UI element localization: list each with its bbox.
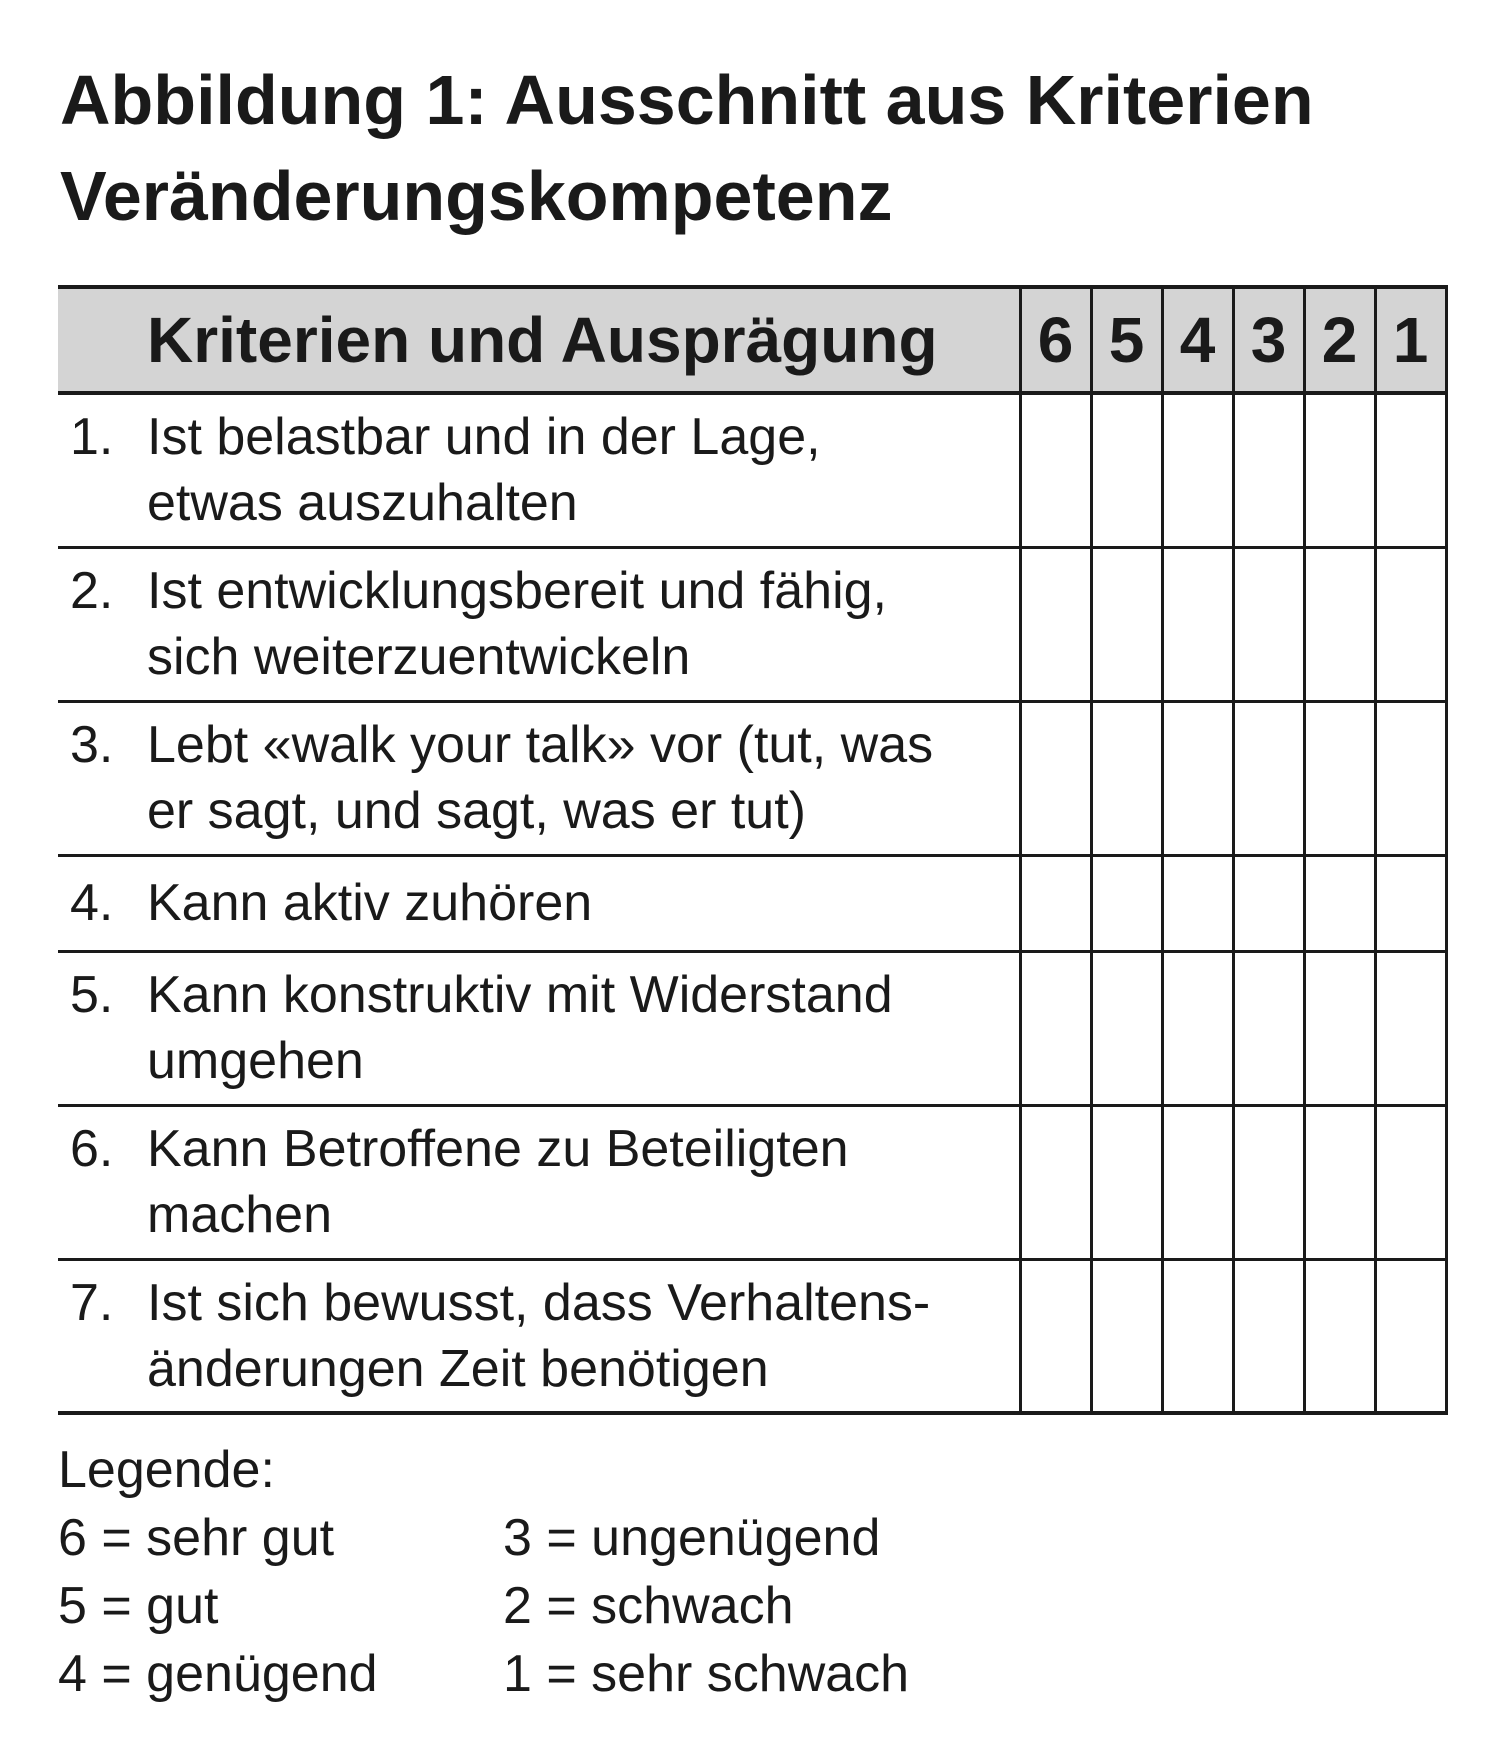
table-row xyxy=(58,701,1446,855)
legend-item: 2 = schwach xyxy=(503,1577,794,1635)
criterion-text-line: Lebt «walk your talk» vor (tut, was xyxy=(147,716,934,774)
rating-cell-4[interactable] xyxy=(1162,393,1233,547)
score-header-2: 2 xyxy=(1304,287,1375,393)
criterion-number: 4. xyxy=(70,874,114,932)
criterion-text-line: Kann aktiv zuhören xyxy=(147,874,593,932)
legend-columns xyxy=(58,1504,909,1708)
criterion-cell xyxy=(58,855,1020,951)
rating-cell-3[interactable] xyxy=(1233,951,1304,1105)
rating-cell-3[interactable] xyxy=(1233,701,1304,855)
criterion-cell xyxy=(58,951,1020,1105)
criterion-cell xyxy=(58,1105,1020,1259)
rating-cell-5[interactable] xyxy=(1091,1259,1162,1413)
criterion-text-line: etwas auszuhalten xyxy=(147,474,578,533)
criterion-number: 5. xyxy=(70,966,114,1024)
rating-cell-2[interactable] xyxy=(1304,547,1375,701)
legend-item: 4 = genügend xyxy=(58,1645,378,1703)
criterion-text xyxy=(147,1270,1019,1402)
legend-item: 1 = sehr schwach xyxy=(503,1645,910,1703)
rating-cell-3[interactable] xyxy=(1233,393,1304,547)
rating-cell-6[interactable] xyxy=(1020,1105,1091,1259)
legend-column-right xyxy=(503,1504,909,1708)
rating-cell-1[interactable] xyxy=(1375,855,1446,951)
figure-title-line-1: Abbildung 1: Ausschnitt aus Kriterien xyxy=(60,61,1314,139)
rating-cell-5[interactable] xyxy=(1091,393,1162,547)
criterion-text-line: Kann konstruktiv mit Widerstand xyxy=(147,966,893,1024)
score-header-6: 6 xyxy=(1020,287,1091,393)
rating-cell-4[interactable] xyxy=(1162,547,1233,701)
criterion-text xyxy=(147,1116,1019,1248)
table-row xyxy=(58,547,1446,701)
rating-cell-5[interactable] xyxy=(1091,1105,1162,1259)
rating-cell-6[interactable] xyxy=(1020,855,1091,951)
rating-cell-1[interactable] xyxy=(1375,547,1446,701)
criterion-number: 1. xyxy=(70,408,114,467)
figure-title xyxy=(60,52,1460,244)
criterion-cell xyxy=(58,393,1020,547)
rating-cell-4[interactable] xyxy=(1162,951,1233,1105)
criterion-text-line: Kann Betroffene zu Beteiligten xyxy=(147,1120,849,1178)
rating-cell-1[interactable] xyxy=(1375,393,1446,547)
rating-cell-4[interactable] xyxy=(1162,1259,1233,1413)
rating-cell-6[interactable] xyxy=(1020,951,1091,1105)
rating-cell-4[interactable] xyxy=(1162,855,1233,951)
rating-cell-6[interactable] xyxy=(1020,701,1091,855)
score-header-4: 4 xyxy=(1162,287,1233,393)
criterion-cell xyxy=(58,1259,1020,1413)
legend xyxy=(58,1436,909,1708)
criteria-column-header: Kriterien und Ausprägung xyxy=(58,287,1020,393)
criterion-text xyxy=(147,404,1019,536)
table-row xyxy=(58,1105,1446,1259)
criterion-text xyxy=(147,712,1019,844)
rating-cell-4[interactable] xyxy=(1162,1105,1233,1259)
table-row xyxy=(58,951,1446,1105)
rating-cell-5[interactable] xyxy=(1091,701,1162,855)
criterion-cell xyxy=(58,547,1020,701)
rating-cell-5[interactable] xyxy=(1091,855,1162,951)
table-row xyxy=(58,855,1446,951)
legend-title: Legende: xyxy=(58,1441,275,1499)
table-row xyxy=(58,393,1446,547)
legend-item: 3 = ungenügend xyxy=(503,1509,881,1567)
rating-cell-6[interactable] xyxy=(1020,547,1091,701)
criterion-text xyxy=(147,870,1019,936)
criterion-text-line: umgehen xyxy=(147,1032,364,1090)
criterion-text-line: sich weiterzuentwickeln xyxy=(147,628,691,686)
criterion-number: 7. xyxy=(70,1273,114,1332)
rating-cell-5[interactable] xyxy=(1091,547,1162,701)
rating-cell-1[interactable] xyxy=(1375,701,1446,855)
criterion-cell xyxy=(58,701,1020,855)
criterion-text-line: machen xyxy=(147,1186,332,1244)
rating-cell-3[interactable] xyxy=(1233,855,1304,951)
legend-item: 6 = sehr gut xyxy=(58,1509,335,1567)
criterion-text-line: Ist sich bewusst, dass Verhaltens- xyxy=(147,1273,931,1332)
rating-cell-2[interactable] xyxy=(1304,951,1375,1105)
criterion-text-line: Ist belastbar und in der Lage, xyxy=(147,408,821,467)
criterion-number: 2. xyxy=(70,562,114,620)
rating-cell-5[interactable] xyxy=(1091,951,1162,1105)
rating-cell-1[interactable] xyxy=(1375,951,1446,1105)
table-row xyxy=(58,1259,1446,1413)
rating-cell-2[interactable] xyxy=(1304,393,1375,547)
rating-cell-2[interactable] xyxy=(1304,855,1375,951)
rating-cell-3[interactable] xyxy=(1233,1105,1304,1259)
score-header-3: 3 xyxy=(1233,287,1304,393)
rating-cell-2[interactable] xyxy=(1304,1259,1375,1413)
table-header-row xyxy=(58,287,1446,393)
criterion-text-line: änderungen Zeit benötigen xyxy=(147,1339,769,1398)
rating-cell-2[interactable] xyxy=(1304,1105,1375,1259)
criterion-number: 6. xyxy=(70,1120,114,1178)
rating-cell-6[interactable] xyxy=(1020,393,1091,547)
criterion-text xyxy=(147,962,1019,1094)
figure-title-line-2: Veränderungskompetenz xyxy=(60,157,893,235)
score-header-5: 5 xyxy=(1091,287,1162,393)
criterion-number: 3. xyxy=(70,716,114,774)
rating-cell-1[interactable] xyxy=(1375,1105,1446,1259)
criterion-text xyxy=(147,558,1019,690)
criteria-rating-table xyxy=(58,285,1448,1415)
score-header-1: 1 xyxy=(1375,287,1446,393)
legend-item: 5 = gut xyxy=(58,1577,219,1635)
criterion-text-line: Ist entwicklungsbereit und fähig, xyxy=(147,562,887,620)
rating-cell-4[interactable] xyxy=(1162,701,1233,855)
criterion-text-line: er sagt, und sagt, was er tut) xyxy=(147,782,806,840)
rating-cell-3[interactable] xyxy=(1233,547,1304,701)
legend-column-left xyxy=(58,1504,503,1708)
rating-cell-6[interactable] xyxy=(1020,1259,1091,1413)
rating-cell-2[interactable] xyxy=(1304,701,1375,855)
rating-cell-1[interactable] xyxy=(1375,1259,1446,1413)
rating-cell-3[interactable] xyxy=(1233,1259,1304,1413)
